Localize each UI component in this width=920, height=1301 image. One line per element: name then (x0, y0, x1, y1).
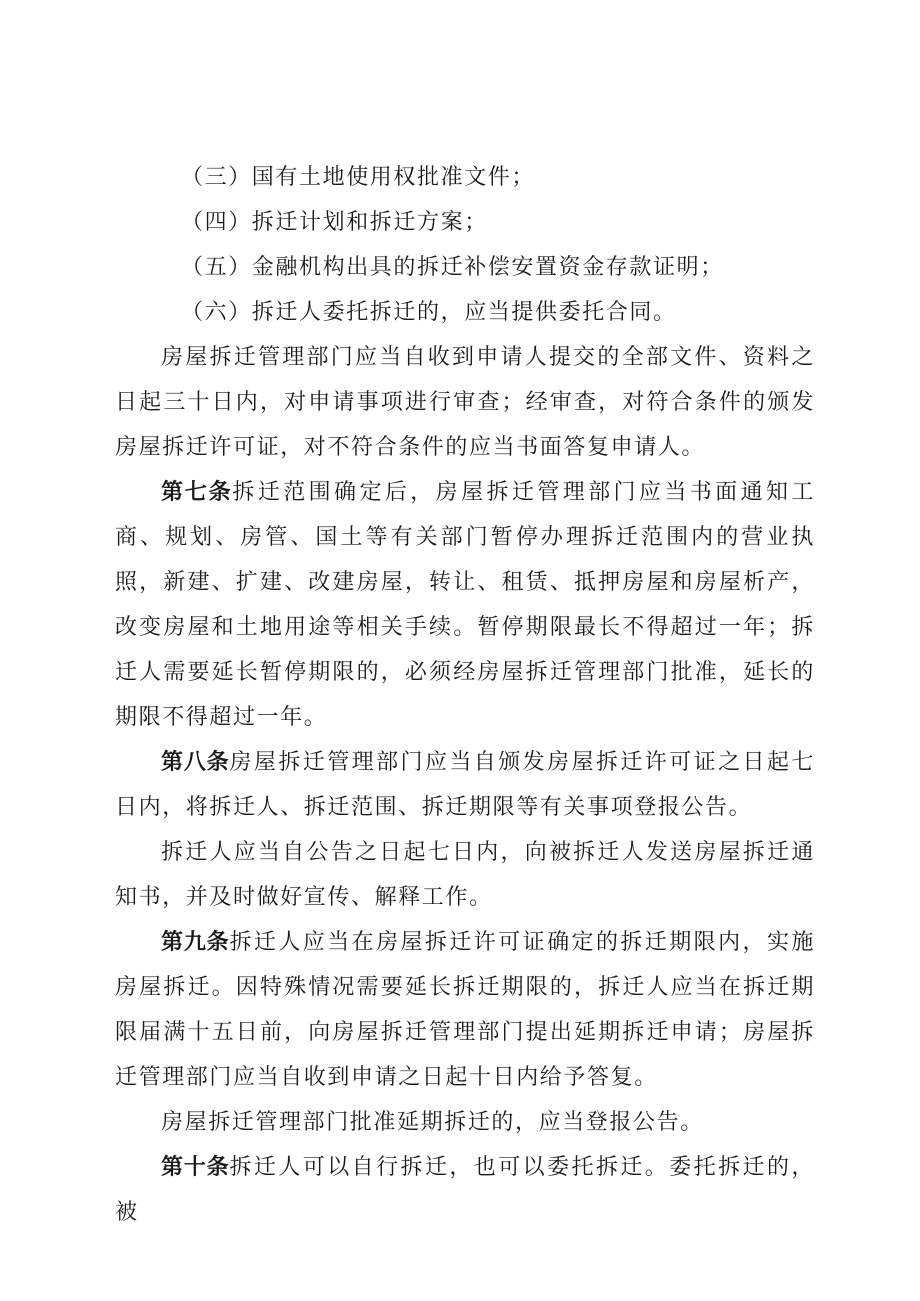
article-9 (115, 920, 815, 1100)
article-7-title: 第七条 (161, 480, 233, 505)
article-7-text: 拆迁范围确定后，房屋拆迁管理部门应当书面通知工商、规划、房管、国土等有关部门暂停办理拆迁范围内的营业执照，新建、扩建、改建房屋，转让、租赁、抵押房屋和房屋析产，改变房屋和土地用途等相关手续。暂停期限最长不得超过一年；拆迁人需要延长暂停期限的，必须经房屋拆迁管理部门批准，延长的期限不得超过一年。 (115, 480, 815, 730)
paragraph-review: 房屋拆迁管理部门应当自收到申请人提交的全部文件、资料之日起三十日内，对申请事项进行审查；经审查，对符合条件的颁发房屋拆迁许可证，对不符合条件的应当书面答复申请人。 (115, 345, 815, 460)
article-7 (115, 470, 815, 740)
list-item-5: （五）金融机构出具的拆迁补偿安置资金存款证明； (181, 255, 724, 280)
list-item-6: （六）拆迁人委托拆迁的，应当提供委托合同。 (181, 300, 677, 325)
article-10-text: 拆迁人可以自行拆迁，也可以委托拆迁。委托拆迁的，被 (115, 1155, 815, 1225)
paragraph-notice: 拆迁人应当自公告之日起七日内，向被拆迁人发送房屋拆迁通知书，并及时做好宣传、解释工作。 (115, 840, 815, 910)
article-10 (115, 1145, 815, 1235)
paragraph-extension: 房屋拆迁管理部门批准延期拆迁的，应当登报公告。 (161, 1110, 704, 1135)
article-8-title: 第八条 (161, 750, 230, 775)
article-8 (115, 740, 815, 830)
article-10-title: 第十条 (161, 1155, 230, 1180)
list-item-3: （三）国有土地使用权批准文件； (181, 165, 536, 190)
article-8-text: 房屋拆迁管理部门应当自颁发房屋拆迁许可证之日起七日内，将拆迁人、拆迁范围、拆迁期限等有关事项登报公告。 (115, 750, 815, 820)
article-9-text: 拆迁人应当在房屋拆迁许可证确定的拆迁期限内，实施房屋拆迁。因特殊情况需要延长拆迁期限的，拆迁人应当在拆迁期限届满十五日前，向房屋拆迁管理部门提出延期拆迁申请；房屋拆迁管理部门应当自收到申请之日起十日内给予答复。 (115, 930, 815, 1090)
list-item-4: （四）拆迁计划和拆迁方案； (181, 210, 488, 235)
article-9-title: 第九条 (161, 930, 230, 955)
document-body (115, 155, 815, 1235)
